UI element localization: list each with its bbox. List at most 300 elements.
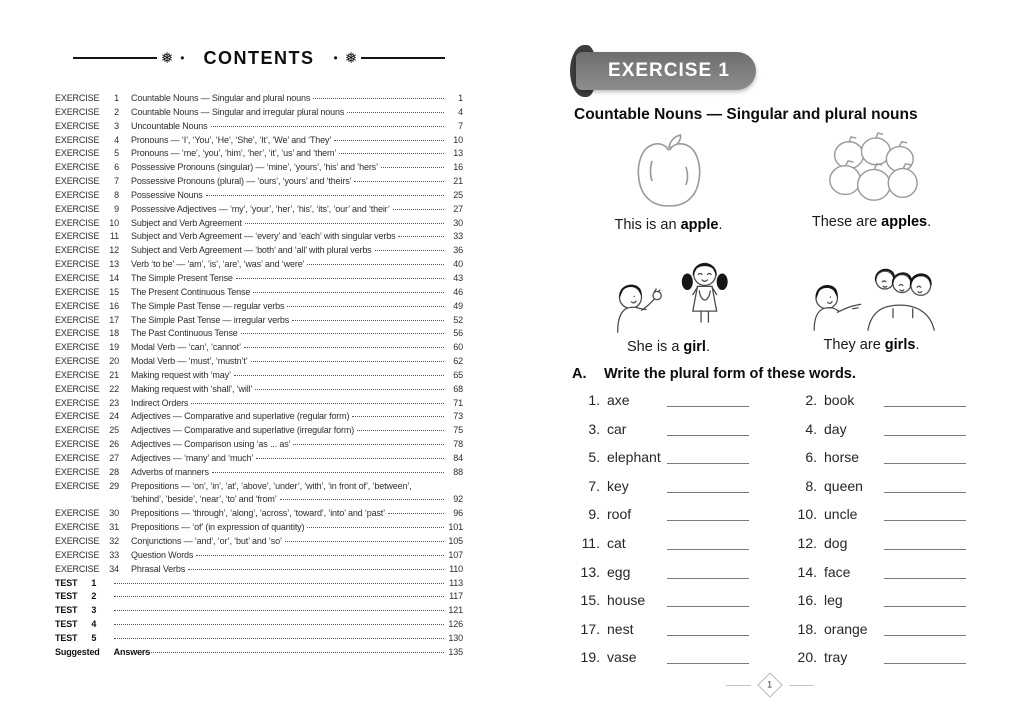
toc-row xyxy=(55,327,463,341)
toc-entry-page: 126 xyxy=(448,619,463,630)
toc-entry-title: Verb ‘to be’ — ‘am’, ‘is’, ‘are’, ‘was’ and ‘were’ xyxy=(131,259,305,270)
toc-entry-number: 6 xyxy=(114,162,119,173)
word-item xyxy=(574,506,749,522)
word-label: face xyxy=(824,563,851,580)
page-number-value: 1 xyxy=(767,679,773,690)
toc-entry-page: 88 xyxy=(453,466,463,477)
exercise-heading: Countable Nouns — Singular and plural nouns xyxy=(574,106,918,123)
toc-entry-title: Indirect Orders xyxy=(131,397,189,408)
toc-entry-page: 96 xyxy=(453,508,463,519)
dot-leader xyxy=(245,223,444,224)
toc-entry-number: 4 xyxy=(91,619,97,630)
toc-entry-page: 49 xyxy=(453,300,463,311)
toc-entry-title: Phrasal Verbs xyxy=(131,563,186,574)
toc-entry-label: EXERCISE xyxy=(55,536,100,546)
apple-illustration xyxy=(631,132,707,212)
toc-entry-number: 34 xyxy=(109,563,119,574)
toc-entry-number: 31 xyxy=(109,522,119,533)
toc-entry-page: 121 xyxy=(448,605,463,616)
toc-entry-label: EXERCISE xyxy=(55,369,100,380)
toc-entry-title: Prepositions — ‘on’, ‘in’, ‘at’, ‘above’, ‘under’, ‘with’, ‘in front of’, ‘between’, xyxy=(131,480,412,491)
toc-entry-page: 105 xyxy=(448,536,463,546)
answer-blank[interactable] xyxy=(884,565,966,579)
toc-entry-number: 22 xyxy=(109,383,119,394)
toc-entry-page: 36 xyxy=(453,245,463,256)
toc-entry-number: 2 xyxy=(114,106,119,117)
toc-entry-number: 17 xyxy=(109,314,119,325)
toc-entry-number: 2 xyxy=(91,591,97,602)
toc-entry-page: 10 xyxy=(453,134,463,145)
toc-entry-page: 27 xyxy=(453,203,463,214)
toc-entry-title: The Simple Past Tense — regular verbs xyxy=(131,300,285,311)
dot-leader xyxy=(375,250,444,251)
toc-entry-number: 11 xyxy=(109,231,119,242)
ornament-dot-right: • xyxy=(333,51,338,65)
contents-page xyxy=(55,44,463,660)
word-item xyxy=(574,592,749,608)
example-row-singular-plural-people xyxy=(570,246,970,355)
toc-entry-page: 46 xyxy=(453,286,463,297)
toc-row xyxy=(55,244,463,258)
toc-row xyxy=(55,507,463,521)
answer-blank[interactable] xyxy=(667,450,749,464)
answer-blank[interactable] xyxy=(667,422,749,436)
answer-blank[interactable] xyxy=(667,622,749,636)
toc-row xyxy=(55,604,463,618)
toc-entry-label: EXERCISE xyxy=(55,231,100,242)
dot-leader xyxy=(196,555,444,556)
example-caption: These are apples. xyxy=(811,214,932,230)
example-row-singular-plural-objects xyxy=(570,132,970,233)
toc-entry-page: 56 xyxy=(453,328,463,339)
toc-entry-title: Countable Nouns — Singular and plural nouns xyxy=(131,93,311,103)
dot-leader xyxy=(114,596,444,597)
toc-row xyxy=(55,314,463,328)
word-item xyxy=(791,421,966,437)
answer-blank[interactable] xyxy=(884,650,966,664)
word-item xyxy=(791,478,966,494)
toc-entry-title: Possessive Pronouns (singular) — ‘mine’, ‘yours’, ‘his’ and ‘hers’ xyxy=(131,162,378,173)
dot-leader xyxy=(352,416,444,417)
word-number: 14. xyxy=(797,563,817,580)
dot-leader xyxy=(307,527,444,528)
toc-entry-label: EXERCISE xyxy=(55,162,100,173)
word-label: cat xyxy=(607,534,626,551)
toc-entry-title: Making request with ‘may’ xyxy=(131,369,231,380)
dot-leader xyxy=(188,569,444,570)
toc-entry-label: EXERCISE xyxy=(55,425,100,436)
toc-entry-number: 13 xyxy=(109,259,119,270)
toc-entry-label: EXERCISE xyxy=(55,508,100,519)
toc-entry-title: Possessive Nouns xyxy=(131,189,203,200)
toc-row xyxy=(55,577,463,591)
toc-entry-title: Making request with ‘shall’, ‘will’ xyxy=(131,383,253,394)
dot-leader xyxy=(334,140,444,141)
toc-entry-label: EXERCISE xyxy=(55,356,100,367)
toc-entry-number: 30 xyxy=(109,508,119,519)
toc-entry-title: Adjectives — Comparison using ‘as ... as’ xyxy=(131,439,291,450)
toc-row xyxy=(55,480,463,494)
answer-blank[interactable] xyxy=(667,536,749,550)
word-item xyxy=(791,564,966,580)
snowflake-ornament-left: ❅ xyxy=(160,49,174,67)
answer-blank[interactable] xyxy=(667,593,749,607)
word-label: queen xyxy=(824,477,863,494)
apples-illustration xyxy=(826,132,918,209)
toc-entry-title: Question Words xyxy=(131,549,194,560)
dot-leader xyxy=(114,624,444,625)
answer-blank[interactable] xyxy=(667,565,749,579)
toc-entry-title: Subject and Verb Agreement — ‘every’ and ‘each’ with singular verbs xyxy=(131,231,396,242)
toc-entry-title: Modal Verb — ‘can’, ‘cannot’ xyxy=(131,342,241,353)
toc-row xyxy=(55,272,463,286)
dot-leader xyxy=(313,98,444,99)
toc-row xyxy=(55,590,463,604)
toc-entry-title: Prepositions — ‘through’, ‘along’, ‘across’, ‘toward’, ‘into’ and ‘past’ xyxy=(131,508,385,519)
word-number: 17. xyxy=(580,620,600,637)
toc-entry-title: The Present Continuous Tense xyxy=(131,286,251,297)
toc-entry-page: 84 xyxy=(453,452,463,463)
answer-blank[interactable] xyxy=(884,450,966,464)
toc-entry-label: EXERCISE xyxy=(55,176,100,187)
toc-entry-number: 3 xyxy=(114,120,119,131)
word-label: key xyxy=(607,477,629,494)
dot-leader xyxy=(114,610,444,611)
contents-title: CONTENTS xyxy=(203,47,315,68)
toc-entry-title: Subject and Verb Agreement — ‘both’ and ‘all’ with plural verbs xyxy=(131,245,372,256)
boy-and-girl-illustration xyxy=(590,246,748,334)
word-label: tray xyxy=(824,649,848,666)
toc-entry-label: TEST xyxy=(55,605,78,616)
dot-leader xyxy=(293,444,444,445)
dot-leader xyxy=(354,181,444,182)
word-number: 12. xyxy=(797,534,817,551)
header-rule-right xyxy=(361,57,445,59)
toc-entry-number: 1 xyxy=(91,577,97,588)
toc-entry-number: 19 xyxy=(109,342,119,353)
toc-entry-page: 75 xyxy=(453,425,463,436)
word-number: 11. xyxy=(581,534,600,551)
toc-row xyxy=(55,134,463,148)
dot-leader xyxy=(292,320,444,321)
word-item xyxy=(574,621,749,637)
example-apple xyxy=(576,132,761,233)
toc-entry-page: 40 xyxy=(453,259,463,270)
toc-entry-number: 14 xyxy=(109,272,119,283)
dot-leader xyxy=(357,430,444,431)
toc-row xyxy=(55,646,463,660)
toc-entry-page: 65 xyxy=(453,369,463,380)
toc-entry-number: 32 xyxy=(109,536,119,546)
answer-blank[interactable] xyxy=(884,507,966,521)
section-a-label: A. xyxy=(572,366,587,382)
word-number: 6. xyxy=(805,449,817,466)
answer-blank[interactable] xyxy=(884,393,966,407)
toc-entry-number: 29 xyxy=(109,480,119,491)
toc-row xyxy=(55,147,463,161)
snowflake-ornament-right: ❅ xyxy=(344,49,358,67)
word-item xyxy=(574,535,749,551)
toc-entry-number: 24 xyxy=(109,411,119,422)
word-number: 9. xyxy=(588,506,600,523)
toc-entry-number: 16 xyxy=(109,300,119,311)
answer-blank[interactable] xyxy=(667,479,749,493)
toc-row xyxy=(55,258,463,272)
toc-entry-page: 16 xyxy=(453,162,463,173)
toc-entry-number: 27 xyxy=(109,452,119,463)
toc-entry-label: EXERCISE xyxy=(55,439,100,450)
word-number: 5. xyxy=(588,449,600,466)
toc-entry-number: 28 xyxy=(109,466,119,477)
dot-leader xyxy=(253,292,444,293)
toc-row xyxy=(55,369,463,383)
toc-entry-title: ‘behind’, ‘beside’, ‘near’, ‘to’ and ‘from’ xyxy=(131,494,277,505)
word-label: dog xyxy=(824,534,848,551)
toc-entry-page: 107 xyxy=(448,549,463,560)
word-number: 18. xyxy=(797,620,817,637)
toc-entry-number: 12 xyxy=(109,245,119,256)
toc-entry-number: 4 xyxy=(114,134,119,145)
toc-entry-label: Suggested xyxy=(55,646,100,657)
toc-entry-number: 3 xyxy=(91,605,97,616)
toc-row xyxy=(55,397,463,411)
dot-leader xyxy=(307,264,444,265)
toc-entry-title: Possessive Adjectives — ‘my’, ‘your’, ‘her’, ‘his’, ‘its’, ‘our’ and ‘their’ xyxy=(131,203,390,214)
toc-entry-label: EXERCISE xyxy=(55,342,100,353)
toc-entry-page: 135 xyxy=(448,646,463,657)
example-caption: She is a girl. xyxy=(626,339,710,355)
answer-blank[interactable] xyxy=(884,593,966,607)
toc-row xyxy=(55,106,463,120)
dot-leader xyxy=(287,306,444,307)
toc-entry-label: TEST xyxy=(55,619,78,630)
toc-entry-page: 60 xyxy=(453,342,463,353)
toc-entry-page: 21 xyxy=(453,176,463,187)
toc-entry-page: 43 xyxy=(453,272,463,283)
word-label: roof xyxy=(607,506,632,523)
page-number-rule-left xyxy=(726,685,751,686)
answer-blank[interactable] xyxy=(884,622,966,636)
toc-entry-title: Pronouns — ‘me’, ‘you’, ‘him’, ‘her’, ‘it’, ‘us’ and ‘them’ xyxy=(131,148,337,159)
toc-entry-number: 18 xyxy=(109,328,119,339)
dot-leader xyxy=(255,389,444,390)
toc-entry-label: EXERCISE xyxy=(55,328,100,339)
toc-entry-label: EXERCISE xyxy=(55,217,100,228)
toc-entry-page: 130 xyxy=(448,632,463,643)
word-item xyxy=(791,392,966,408)
page-number xyxy=(726,676,814,694)
dot-leader xyxy=(251,361,444,362)
word-label: car xyxy=(607,420,627,437)
answer-blank[interactable] xyxy=(667,650,749,664)
toc-entry-label: EXERCISE xyxy=(55,134,100,145)
answer-blank[interactable] xyxy=(884,422,966,436)
toc-entry-label: EXERCISE xyxy=(55,93,100,103)
toc-entry-label: EXERCISE xyxy=(55,383,100,394)
toc-entry-page: 25 xyxy=(453,189,463,200)
toc-row xyxy=(55,383,463,397)
toc-entry-title: Uncountable Nouns xyxy=(131,120,208,131)
word-item xyxy=(574,649,749,665)
example-girls xyxy=(779,246,964,355)
dot-leader xyxy=(191,403,444,404)
toc-entry-number: 10 xyxy=(109,217,119,228)
plural-word-list xyxy=(574,392,966,665)
example-girl xyxy=(576,246,761,355)
toc-row xyxy=(55,410,463,424)
toc-entry-title: Adjectives — Comparative and superlative (regular form) xyxy=(131,411,350,422)
toc-entry-number: 15 xyxy=(109,286,119,297)
toc-entry-number: 8 xyxy=(114,189,119,200)
toc-entry-page: 62 xyxy=(453,356,463,367)
toc-row xyxy=(55,175,463,189)
toc-entry-label: EXERCISE xyxy=(55,286,100,297)
word-item xyxy=(791,592,966,608)
toc-entry-label: EXERCISE xyxy=(55,466,100,477)
toc-row xyxy=(55,120,463,134)
toc-entry-number: 21 xyxy=(109,369,119,380)
toc-entry-number: 25 xyxy=(109,425,119,436)
word-label: orange xyxy=(824,620,868,637)
word-label: horse xyxy=(824,449,860,466)
word-label: day xyxy=(824,420,847,437)
toc-entry-title: Subject and Verb Agreement xyxy=(131,217,242,228)
toc-row xyxy=(55,189,463,203)
word-number: 20. xyxy=(797,649,817,666)
toc-entry-page: 73 xyxy=(453,411,463,422)
toc-entry-number: 5 xyxy=(114,148,119,159)
dot-leader xyxy=(206,195,444,196)
toc-entry-label: EXERCISE xyxy=(55,148,100,159)
toc-row xyxy=(55,466,463,480)
toc-row xyxy=(55,618,463,632)
toc-entry-number: 9 xyxy=(114,203,119,214)
page-number-diamond xyxy=(757,672,782,697)
toc-entry-title: Adjectives — ‘many’ and ‘much’ xyxy=(131,452,254,463)
toc-entry-label: EXERCISE xyxy=(55,397,100,408)
answer-blank[interactable] xyxy=(884,479,966,493)
word-number: 2. xyxy=(805,392,817,408)
dot-leader xyxy=(388,513,444,514)
toc-row xyxy=(55,203,463,217)
toc-entry-title: The Past Continuous Tense xyxy=(131,328,238,339)
toc-entry-title: The Simple Past Tense — irregular verbs xyxy=(131,314,290,325)
toc-row xyxy=(55,452,463,466)
dot-leader xyxy=(114,638,444,639)
dot-leader xyxy=(234,375,444,376)
header-rule-left xyxy=(73,57,157,59)
word-number: 19. xyxy=(580,649,600,666)
toc-entry-title: Adjectives — Comparative and superlative (irregular form) xyxy=(131,425,355,436)
toc-entry-page: 71 xyxy=(453,397,463,408)
toc-entry-number: 26 xyxy=(109,439,119,450)
toc-entry-title: Conjunctions — ‘and’, ‘or’, ‘but’ and ‘so’ xyxy=(131,536,282,546)
dot-leader xyxy=(280,499,444,500)
toc-row xyxy=(55,217,463,231)
toc-row xyxy=(55,286,463,300)
word-item xyxy=(791,449,966,465)
dot-leader xyxy=(236,278,444,279)
answer-blank[interactable] xyxy=(667,393,749,407)
toc-row xyxy=(55,438,463,452)
toc-entry-page: 7 xyxy=(458,120,463,131)
word-number: 3. xyxy=(588,420,600,437)
toc-entry-page: 113 xyxy=(449,577,463,588)
word-label: book xyxy=(824,392,855,408)
toc-row-continuation xyxy=(55,493,463,507)
word-label: uncle xyxy=(824,506,858,523)
example-caption: This is an apple. xyxy=(614,217,723,233)
toc-entry-title: Possessive Pronouns (plural) — ‘ours’, ‘yours’ and ‘theirs’ xyxy=(131,176,352,187)
toc-entry-page: 78 xyxy=(453,439,463,450)
toc-entry-label: TEST xyxy=(55,632,78,643)
ornament-dot-left: • xyxy=(180,51,185,65)
dot-leader xyxy=(241,333,444,334)
toc-entry-title: Modal Verb — ‘must’, ‘mustn’t’ xyxy=(131,356,248,367)
toc-entry-label: EXERCISE xyxy=(55,522,100,533)
word-item xyxy=(791,535,966,551)
toc-row xyxy=(55,424,463,438)
word-item xyxy=(574,421,749,437)
toc-entry-label: EXERCISE xyxy=(55,300,100,311)
toc-entry-number: Answers xyxy=(113,646,151,657)
section-a-instruction: Write the plural form of these words. xyxy=(604,366,856,382)
dot-leader xyxy=(393,209,444,210)
toc-row xyxy=(55,521,463,535)
toc-row xyxy=(55,549,463,563)
toc-entry-number: 23 xyxy=(109,397,119,408)
toc-row xyxy=(55,92,463,106)
word-label: elephant xyxy=(607,449,661,466)
dot-leader xyxy=(339,153,444,154)
toc-entry-label: EXERCISE xyxy=(55,106,100,117)
answer-blank[interactable] xyxy=(884,536,966,550)
example-caption: They are girls. xyxy=(823,337,920,353)
word-number: 4. xyxy=(805,420,817,437)
dot-leader xyxy=(211,126,444,127)
dot-leader xyxy=(347,112,444,113)
word-number: 7. xyxy=(588,477,600,494)
toc-entry-number: 5 xyxy=(91,632,97,643)
toc-entry-label: EXERCISE xyxy=(55,189,100,200)
dot-leader xyxy=(398,236,444,237)
exercise-banner xyxy=(570,50,756,92)
toc-entry-number: 33 xyxy=(109,549,119,560)
toc-row xyxy=(55,563,463,577)
toc-entry-page: 33 xyxy=(453,231,463,242)
dot-leader xyxy=(285,541,444,542)
word-number: 8. xyxy=(805,477,817,494)
word-label: leg xyxy=(824,592,843,609)
toc-entry-label: EXERCISE xyxy=(55,120,100,131)
answer-blank[interactable] xyxy=(667,507,749,521)
toc-row xyxy=(55,632,463,646)
toc-entry-label: EXERCISE xyxy=(55,272,100,283)
word-item xyxy=(791,649,966,665)
toc-entry-label: EXERCISE xyxy=(55,549,100,560)
toc-entry-label: EXERCISE xyxy=(55,452,100,463)
dot-leader xyxy=(256,458,444,459)
toc-row xyxy=(55,341,463,355)
example-apples xyxy=(779,132,964,233)
word-number: 10. xyxy=(797,506,817,523)
toc-entry-label: EXERCISE xyxy=(55,480,100,491)
dot-leader xyxy=(381,167,444,168)
toc-entry-number: 1 xyxy=(114,93,119,103)
word-label: nest xyxy=(607,620,634,637)
word-label: egg xyxy=(607,563,631,580)
contents-list xyxy=(55,92,463,660)
